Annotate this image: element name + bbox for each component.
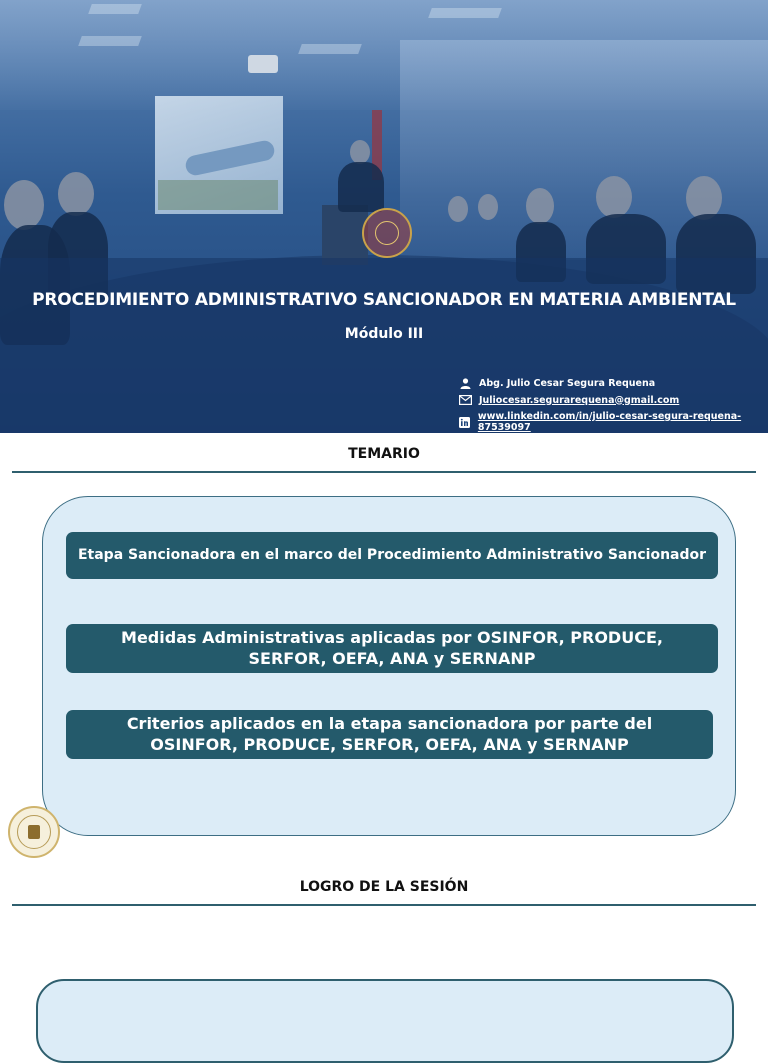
person-icon — [458, 377, 472, 389]
speaker-figure — [338, 162, 384, 212]
speaker-head — [350, 140, 370, 164]
cover-title: PROCEDIMIENTO ADMINISTRATIVO SANCIONADOR EN MATERIA AMBIENTAL — [32, 290, 736, 310]
linkedin-icon — [458, 416, 471, 428]
contact-name-row — [458, 377, 655, 389]
attendee-head — [478, 194, 498, 220]
ceiling-light — [428, 8, 502, 18]
institution-seal-icon — [8, 806, 60, 858]
cover-subtitle: Módulo III — [344, 326, 424, 342]
attendee-head — [526, 188, 554, 224]
screen-image-ground — [158, 180, 278, 210]
contact-email-link[interactable]: Juliocesar.segurarequena@gmail.com — [479, 394, 680, 406]
attendee-head — [448, 196, 468, 222]
contact-name: Abg. Julio Cesar Segura Requena — [479, 377, 656, 389]
temario-divider — [12, 471, 756, 473]
temario-title: TEMARIO — [348, 446, 420, 462]
contact-email-row — [458, 394, 679, 406]
temario-item-3: Criterios aplicados en la etapa sancionadora por parte del OSINFOR, PRODUCE, SERFOR, OEFA, ANA y SERNANP — [66, 710, 713, 759]
logro-title: LOGRO DE LA SESIÓN — [299, 879, 469, 895]
institution-seal-icon — [362, 208, 412, 258]
contact-linkedin-link[interactable]: www.linkedin.com/in/julio-cesar-segura-requena-87539097 — [477, 411, 742, 433]
projector-photo — [248, 55, 278, 73]
temario-item-2: Medidas Administrativas aplicadas por OSINFOR, PRODUCE, SERFOR, OEFA, ANA y SERNANP — [66, 624, 718, 673]
attendee-head — [596, 176, 632, 218]
temario-item-1: Etapa Sancionadora en el marco del Procedimiento Administrativo Sancionador — [66, 532, 718, 579]
logro-divider — [12, 904, 756, 906]
attendee-head — [58, 172, 94, 216]
ceiling-light — [78, 36, 142, 46]
ceiling-light — [298, 44, 362, 54]
attendee-head — [4, 180, 44, 230]
contact-linkedin-row — [458, 411, 768, 433]
title-band — [0, 258, 768, 433]
cover-slide — [0, 0, 768, 433]
ceiling-light — [88, 4, 142, 14]
logro-panel — [36, 979, 734, 1063]
mail-icon — [458, 394, 472, 406]
